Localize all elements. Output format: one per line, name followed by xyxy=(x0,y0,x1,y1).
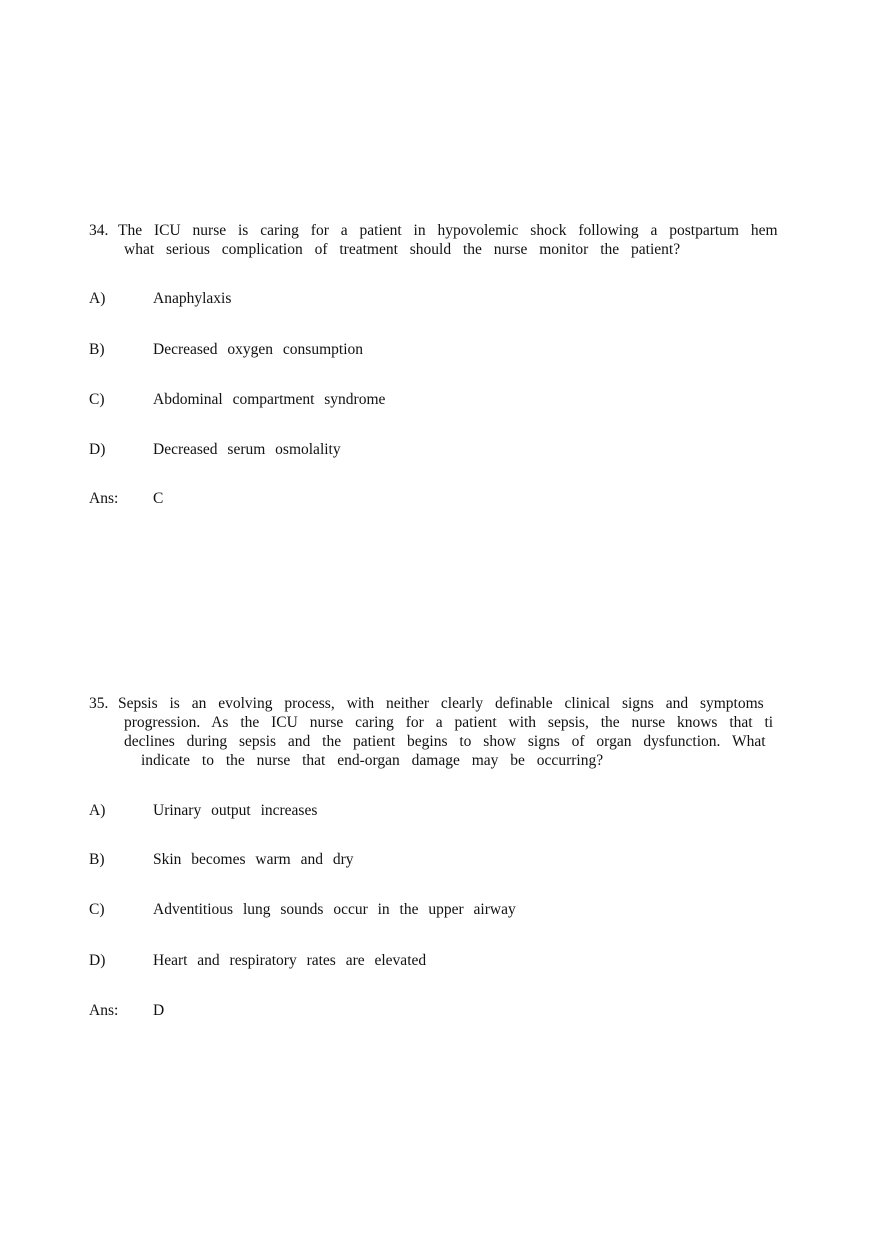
choice-text: Heart and respiratory rates are elevated xyxy=(153,952,427,969)
choice-label: C) xyxy=(89,901,105,918)
choice-label: D) xyxy=(89,441,106,458)
choice-label: B) xyxy=(89,341,105,358)
answer-value: C xyxy=(153,490,164,507)
answer-value: D xyxy=(153,1002,165,1019)
question-stem-line: indicate to the nurse that end-organ damage may be occurring? xyxy=(141,752,604,769)
question-number: 34. xyxy=(89,222,109,239)
answer-label: Ans: xyxy=(89,1002,119,1019)
choice-label: A) xyxy=(89,290,106,307)
question-stem-line: what serious complication of treatment should the nurse monitor the patient? xyxy=(124,241,681,258)
choice-text: Abdominal compartment syndrome xyxy=(153,391,386,408)
choice-text: Decreased oxygen consumption xyxy=(153,341,363,358)
question-stem-line: The ICU nurse is caring for a patient in hypovolemic shock following a postpartum hem xyxy=(118,222,778,239)
choice-text: Skin becomes warm and dry xyxy=(153,851,354,868)
choice-text: Adventitious lung sounds occur in the upper airway xyxy=(153,901,516,918)
question-stem-line: Sepsis is an evolving process, with neither clearly definable clinical signs and symptoms xyxy=(118,695,764,712)
choice-label: A) xyxy=(89,802,106,819)
question-stem-line: declines during sepsis and the patient begins to show signs of organ dysfunction. What xyxy=(124,733,766,750)
choice-text: Urinary output increases xyxy=(153,802,318,819)
choice-text: Anaphylaxis xyxy=(153,290,232,307)
answer-label: Ans: xyxy=(89,490,119,507)
question-number: 35. xyxy=(89,695,109,712)
choice-label: D) xyxy=(89,952,106,969)
choice-text: Decreased serum osmolality xyxy=(153,441,341,458)
choice-label: B) xyxy=(89,851,105,868)
choice-label: C) xyxy=(89,391,105,408)
question-stem-line: progression. As the ICU nurse caring for a patient with sepsis, the nurse knows that ti xyxy=(124,714,774,731)
